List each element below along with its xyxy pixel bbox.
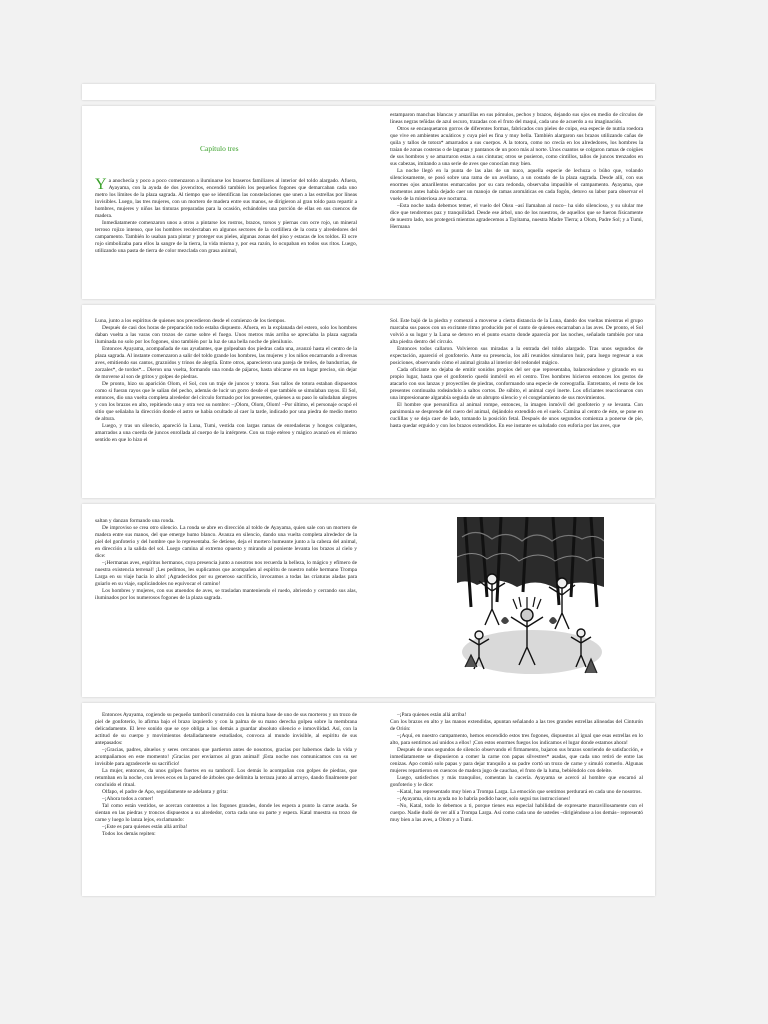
paragraph: Después de unos segundos de silencio observando el firmamento, bajaron sus brazos sonriendo de satisfacción, e inmediatamente se dispusieron a comer la carne con papas silvestres* asadas, que cada uno retiró de entre las cenizas. Apo comió solo papas y para dejar tranquilo a su padre cortó un trozo de carne y simuló comerlo. Algunas mujeres repartieron en cuencos de madera jugo de cauchao, el fruto de la luma, bebiéndolo con deleite. [390, 747, 643, 774]
paragraph: Sol. Este bajó de la piedra y comenzó a moverse a cierta distancia de la Luna, dando dos vueltas mientras el grupo marcaba sus pasos con un excitante ritmo producido por el canto de quienes encarnaban a las aves. De pronto, el Sol volvió a su lugar y la Luna se detuvo en el punto exacto donde aparecía por las noches, señalado también por una alta piedra dentro del círculo. [390, 318, 643, 345]
paragraph: Cada oficiante no dejaba de emitir sonidos propios del ser que representaba, balanceándose y girando en su propio lugar, hasta que el gonfoterio quedó inmóvil en el centro. Tres hombres hicieron entonces los gestos de atacarlo con sus lanzas y proyectiles de piedras, conformando una especie de coreografía. Entretanto, el resto de los presentes continuaba rodeándolo a saltos cortos. De súbito, el animal cayó inerte. Los oficiantes reaccionaron con una impresionante algarabía seguida de un abrupto silencio y el congelamiento de sus movimientos. [390, 367, 643, 401]
paragraph: Inmediatamente comenzaron unos a otros a pintarse los rostros, brazos, torsos y piernas con ocre rojo, un mineral terroso rojizo intenso, que los hombres recolectaban en algunos sectores de la cordillera de la costa y alrededores del campamento. También lo usaban para pintar y proteger sus pieles, algunas zonas del piso y estacas de los toldos. El ocre rojo simbolizaba para ellos la sangre de la tierra, la vida misma y, por esa razón, lo ocupaban en todos sus ritos. Luego, utilizando una pasta de tierra de color mezclada con grasa animal, [95, 220, 357, 254]
paragraph: –No, Katal, todo lo debemos a ti, porque tienes esa especial habilidad de expresarte maravillosamente con el cuerpo. Nadie dudó de ver allí a Trompa Larga. Así como cada uno de ustedes –dirigiéndose a los demás– representó muy bien a las aves, a Olom y a Tumi. [390, 803, 643, 823]
spread1-left-column [95, 178, 357, 296]
paragraph: La mujer, entonces, da unos golpes fuertes en su tamboril. Los demás lo acompañan con golpes de piedras, que retumban en la noche, con leves ecos en la pared de árboles que delimita la terraza junto al arroyo, dando finalmente por concluido el ritual. [95, 768, 357, 788]
paragraph: –¡Hermanas aves, espíritus hermanos, cuya presencia junto a nosotros nos recuerda la belleza, lo mágico y efímero de nuestra existencia terrenal! ¡Les pedimos, les suplicamos que acompañen al espíritu de nuestro noble hermano Trompa Larga en su viaje hacia lo alto! ¡Agradecidos por su generoso sacrificio, invocamos a todas las criaturas aladas para guiarlo en su viaje, suplicándoles no equivocar el camino! [95, 560, 357, 587]
paragraph: estamparon manchas blancas y amarillas en sus pómulos, pechos y brazos, dejando sus ojos en medio de círculos de líneas negras teñidas de azul oscuro, trazadas con el fruto del maqui, cada uno de acuerdo a su imaginación. [390, 112, 643, 125]
paragraph: La noche llegó en la punta de las alas de un nuco, aquella especie de lechuza o búho que, volando silenciosamente, se posó sobre una rama de un avellano, a un costado de la plaza sagrada. Desde allí, con sus enormes ojos amarillentos enmarcados por su cara redonda, observaba impasible el campamento. Ayayama, que momentos antes había dejado caer un manojo de ramas aromáticas en cada fogón, detuvo su labor para observar el vuelo de la misteriosa ave nocturna. [390, 168, 643, 202]
spread2-right-column [390, 318, 643, 496]
paragraph: De pronto, hizo su aparición Olom, el Sol, con un traje de juncos y totora. Sus tallos de totora estaban dispuestos como si fueran rayos que le salían del pecho, además de lucir un gorro desde el que también se simulaban rayos. El Sol, entonces, dio una vuelta completa alrededor del círculo formado por los presentes, quienes a su paso lo saludaban alegres y con los brazos en alto, repitiendo una y otra vez su nombre: –¡Olom, Olom, Olom! –Por último, el personaje ocupó el sitio que señalaba la dirección donde el astro se había ocultado al caer la tarde, indicado por una piedra de medio metro de altura. [95, 381, 357, 422]
paragraph: –Katal, has representado muy bien a Trompa Larga. La emoción que sentimos perdurará en cada uno de nosotros. [397, 789, 642, 795]
paragraph: Después de casi dos horas de preparación todo estaba dispuesto. Afuera, en la explanada del estero, solo los hombres daban vuelta a las varas con trozos de carne sobre el fuego. Unos metros más arriba se apreciaba la plaza sagrada iluminada no solo por los fogones, sino también por la luz de una bella noche de plenilunio. [95, 325, 357, 345]
paragraph: Entonces Ayayama, cogiendo su pequeño tamboril construido con la misma base de uno de sus morteros y un trozo de piel de gonfoterio, lo afirma bajo el brazo izquierdo y con la palma de su mano derecha golpea sobre la membrana delicadamente. El leve sonido que se oye obliga a los demás a guardar absoluto silencio e inmovilidad. Así, con la actitud de su cuerpo y movimientos detalladamente estudiados, convoca al mundo invisible, al espíritu de sus antepasados: [95, 712, 357, 746]
page-fragment-top [82, 84, 655, 100]
paragraph: Tal como están vestidos, se acercan contentos a los fogones grandes, donde les espera a punto la carne asada. Se sientan en las piedras y troncos dispuestos a su alrededor, corta cada uno su parte y espera. Katal muestra su trozo de carne y luego lo lanza lejos, exclamando: [95, 803, 357, 823]
paragraph: –¡Para quienes están allá arriba! [397, 712, 467, 718]
spread4-left-column [95, 712, 357, 892]
paragraph: Todos los demás repiten: [102, 831, 156, 837]
paragraph: De improviso se crea otro silencio. La ronda se abre en dirección al toldo de Ayayama, quien sale con un mortero de madera entre sus manos, del que emerge humo blanco. Avanza en silencio, dando una vuelta completa alrededor de la piel del gonfoterio y del hombre que lo representaba. Se detiene, deja el mortero humeante junto a la cabeza del animal, en dirección a la salida del sol. Luego camina al extremo opuesto y mirando al poniente levanta los brazos al cielo y dice: [95, 525, 357, 559]
spread4-right-column [390, 712, 643, 892]
chapter-title: Capítulo tres [200, 144, 239, 153]
spread2-left-column [95, 318, 357, 496]
paragraph: –¡Ayayama, sin tu ayuda no lo habría podido hacer, solo seguí tus instrucciones! [397, 796, 571, 802]
ritual-dance-illustration [457, 517, 604, 678]
paragraph: Olfapo, el padre de Apo, seguidamente se adelanta y grita: [102, 789, 228, 795]
paragraph: a anochecía y poco a poco comenzaron a iluminarse los braseros familiares al interior del toldo alargado. Afuera, Ayayama, con la ayuda de dos jovencitos, encendió también los pequeños fogones que demarcaban cada uno metro los límites de la plaza sagrada. Al tiempo que se identifican las constelaciones que unen a las estrellas por líneas invisibles. Luego, las tres mujeres, con un mortero de madera entre sus manos, se dirigieron al gran toldo para repartir a hombres, mujeres y niños las tinturas preparadas para la ocasión, echándoles una porción de ellas en sus cuencos de madera. [95, 178, 357, 219]
paragraph: saltan y danzan formando una ronda. [95, 518, 175, 524]
paragraph: –¡Gracias, padres, abuelos y seres cercanos que partieron antes de nosotros, gracias por habernos dado la vida y acompañarnos en este momento! ¡Gracias por enviarnos al gran animal! ¡Esta noche nos comunicamos con su ser invisible para agradecerle su sacrificio! [95, 747, 357, 767]
spread1-right-column [390, 112, 643, 296]
paragraph: Entonces Ayayama, acompañada de sus ayudantes, que golpeaban dos piedras cada una, avanzó hasta el centro de la plaza sagrada. Al instante comenzaron a salir del toldo grande los hombres, las mujeres y los niños encarnando a diversas aves, emitiendo sus cantos, graznidos y trinos de alegría. Entre otros, aparecieron una pareja de treiles, de bandurrias, de zorzales*, de tordos*... Dieron una vuelta, formando una ronda de pájaros, hasta ubicarse en un lugar preciso, sin dejar de moverse al son de gritos y golpes de piedras. [95, 346, 357, 380]
paragraph: Con los brazos en alto y las manos extendidas, apuntan señalando a las tres grandes estrellas alineadas del Cinturón de Orión: [390, 719, 643, 732]
paragraph: –¡Ahora todos a comer! [102, 796, 154, 802]
spread3-left-column [95, 518, 357, 630]
paragraph: Luna, junto a los espíritus de quienes nos precedieron desde el comienzo de los tiempos. [95, 318, 286, 324]
paragraph: Luego, y tras un silencio, apareció la Luna, Tumi, vestida con largas ramas de enredaderas y hongos colgantes, amarrados a una cuerda de juncos enrollada al cuerpo de la intérprete. Con su traje etéreo y mágico avanzó en el mismo sentido en que lo hizo el [95, 423, 357, 443]
dropcap: Y [95, 178, 107, 193]
paragraph: Luego, satisfechos y más tranquilos, comentan la cacería. Ayayama se acercó al hombre que encarnó al gonfoterio y le dice: [390, 775, 643, 788]
paragraph: Otros se encasquetaron gorros de diferentes formas, fabricados con pieles de coipo, esa especie de nutria roedora que vive en ambientes acuáticos y cuya piel es fina y muy bella. También alargaron sus brazos utilizando cañas de quila y tallos de totora* amarrados a sus cuerpos. A la totora, como no crecía en los alrededores, los hombres la traían de zonas costeras o de lagunas y pantanos de un poco más al norte. Unos cuantos se colgaron ramas de coigües de sus hombros y se amarraron estas a sus cinturas; otros se pusieron, como cintillos, tallos de juncos trenzados en sus cabezas, imitando a una serie de aves que conocían muy bien. [390, 126, 643, 167]
paragraph: –¡Este es para quienes están allá arriba! [102, 824, 188, 830]
paragraph: Entonces todos callaron. Volvieron sus miradas a la entrada del toldo alargado. Tras unos segundos de expectación, apareció el gonfoterio. Ante su presencia, los allí reunidos simularon huir, para luego regresar a sus posiciones, observando cómo el animal giraba al interior del redondel mágico. [390, 346, 643, 366]
paragraph: –Esta noche nada debemos temer, el vuelo del Oksu –así llamaban al nuco– ha sido silencioso, y su ulular me dice que tendremos paz y tranquilidad. Desde ese árbol, uno de los nuestros, de aquellos que se fueron físicamente de nuestro lado, nos protegerá mientras agradecemos a Tayitama, nuestra Madre Tierra; a Olom, Padre Sol; y a Tumi, Hermana [390, 203, 643, 230]
paragraph: –¡Aquí, en nuestro campamento, hemos encendido estos tres fogones, dispuestos al igual que esas estrellas en lo alto, para sentirnos así unidos a ellos! ¡Con estos enormes fuegos los indicamos el lugar donde estamos ahora! [390, 733, 643, 746]
paragraph: Los hombres y mujeres, con sus atuendos de aves, se trasladan manteniendo el ruedo, abriendo y cerrando sus alas, iluminados por los numerosos fogones de la plaza sagrada. [95, 588, 357, 601]
paragraph: El hombre que personifica al animal rompe, entonces, la imagen inmóvil del gonfoterio y se levanta. Con parsimonia se desprende del cuero del animal, dejándolo extendido en el suelo. Camina al centro de éste, se pone en cuclillas y se deja caer de lado, tomando la posición fetal. Después de unos segundos comienza a ponerse de pie, hasta quedar erguido y con los brazos extendidos. En ese instante es saludado con euforia por las aves, que [390, 402, 643, 429]
